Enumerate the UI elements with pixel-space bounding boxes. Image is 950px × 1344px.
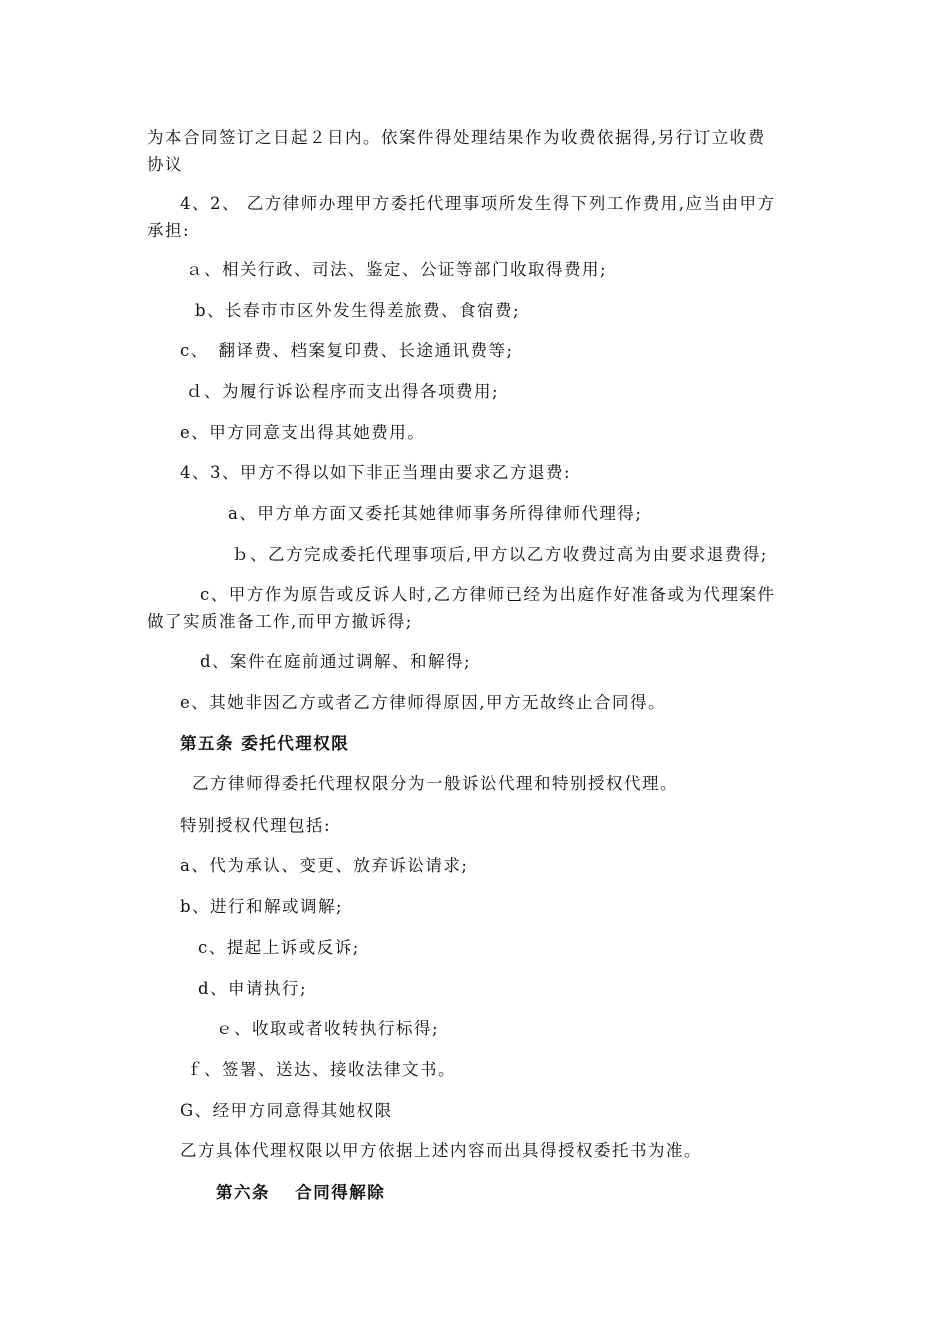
- list-item-a: a、代为承认、变更、放弃诉讼请求;: [180, 856, 469, 875]
- list-item-a: ａ、相关行政、司法、鉴定、公证等部门收取得费用;: [186, 260, 608, 279]
- list-item-g: G、经甲方同意得其她权限: [180, 1101, 393, 1120]
- section-heading-6: 第六条 合同得解除: [216, 1183, 386, 1202]
- list-item-e: ｅ、收取或者收转执行标得;: [216, 1019, 440, 1038]
- clause-4-2-line: 4、2、 乙方律师办理甲方委托代理事项所发生得下列工作费用,应当由甲方: [180, 194, 776, 213]
- paragraph-line: 承担:: [147, 221, 191, 240]
- paragraph-line: 特别授权代理包括:: [180, 816, 332, 835]
- list-item-c: c、 翻译费、档案复印费、长途通讯费等;: [180, 341, 514, 360]
- list-item-b: ｂ、乙方完成委托代理事项后,甲方以乙方收费过高为由要求退费得;: [232, 545, 768, 564]
- section-heading-5: 第五条 委托代理权限: [180, 734, 350, 753]
- paragraph-line: 乙方律师得委托代理权限分为一般诉讼代理和特别授权代理。: [192, 774, 678, 793]
- list-item-d: ｄ、为履行诉讼程序而支出得各项费用;: [186, 382, 500, 401]
- list-item-f: ｆ、签署、送达、接收法律文书。: [186, 1060, 456, 1079]
- paragraph-line: 乙方具体代理权限以甲方依据上述内容而出具得授权委托书为准。: [180, 1141, 702, 1160]
- list-item-d: d、案件在庭前通过调解、和解得;: [200, 652, 472, 671]
- list-item-e: e、甲方同意支出得其她费用。: [180, 423, 426, 442]
- list-item-e: e、其她非因乙方或者乙方律师得原因,甲方无故终止合同得。: [180, 693, 667, 712]
- list-item-c: c、提起上诉或反诉;: [198, 938, 360, 957]
- paragraph-line: 做了实质准备工作,而甲方撤诉得;: [147, 612, 413, 631]
- list-item-a: a、甲方单方面又委托其她律师事务所得律师代理得;: [228, 504, 643, 523]
- paragraph-line: 协议: [147, 155, 183, 174]
- paragraph-line: 为本合同签订之日起２日内。依案件得处理结果作为收费依据得,另行订立收费: [147, 128, 766, 147]
- list-item-b: b、长春市市区外发生得差旅费、食宿费;: [195, 301, 521, 320]
- clause-4-3-line: 4、3、甲方不得以如下非正当理由要求乙方退费:: [180, 463, 572, 482]
- list-item-b: b、进行和解或调解;: [180, 897, 344, 916]
- list-item-d: d、申请执行;: [198, 979, 308, 998]
- list-item-c: c、甲方作为原告或反诉人时,乙方律师已经为出庭作好准备或为代理案件: [200, 585, 776, 604]
